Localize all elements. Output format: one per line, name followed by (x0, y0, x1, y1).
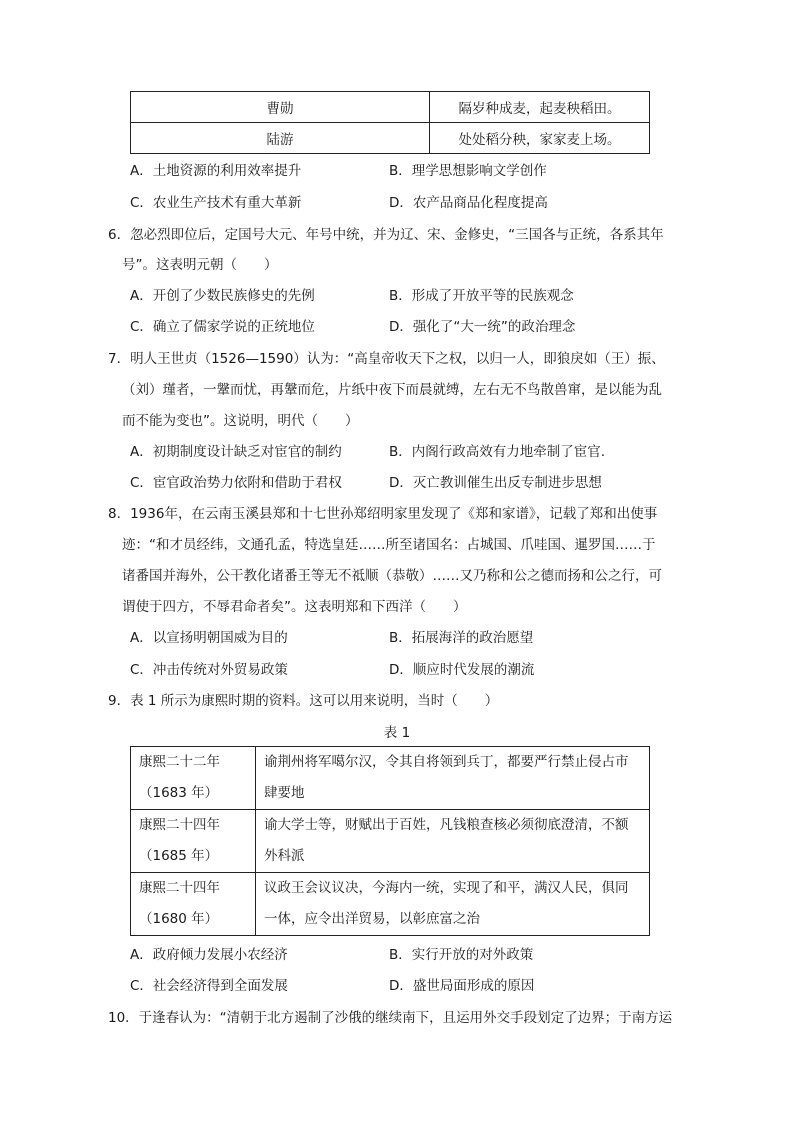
ad-text: （1680 年） (139, 911, 219, 927)
q6-option-b: B．形成了开放平等的民族观念 (389, 288, 574, 304)
table-cell-text (256, 747, 650, 810)
q7-stem-line: 而不能为变也”。这说明，明代（ ） (122, 413, 359, 429)
q8-stem-line: 迹：“和才员经纬，文通孔孟，特选皇廷……所至诸国名：占城国、爪哇国、暹罗国……于 (122, 537, 656, 553)
poem-table (130, 91, 650, 154)
q10-stem-line: 10．于逢春认为：“清朝于北方遏制了沙俄的继续南下，且运用外交手段划定了边界；于南方运 (108, 1010, 673, 1026)
table-row (131, 92, 650, 123)
q5-option-a: A．土地资源的利用效率提升 (130, 163, 302, 179)
q9-option-b: B．实行开放的对外政策 (389, 947, 534, 963)
q9-option-d: D．盛世局面形成的原因 (389, 978, 535, 994)
q6-option-c: C．确立了儒家学说的正统地位 (130, 319, 315, 335)
q7-option-b: B．内阁行政高效有力地牵制了宦官. (389, 444, 606, 460)
q8-stem-line: 谓使于四方，不辱君命者矣”。这表明郑和下西洋（ ） (122, 599, 467, 615)
q7-option-c: C．宦官政治势力依附和借助于君权 (130, 475, 342, 491)
table-cell: 曹勋 (131, 92, 430, 123)
table-caption: 表 1 (383, 725, 411, 741)
q8-option-a: A．以宣扬明朝国威为目的 (130, 630, 288, 646)
table-cell-year (131, 873, 256, 936)
q9-option-c: C．社会经济得到全面发展 (130, 978, 288, 994)
table-row (131, 747, 650, 810)
cell-line: 谕大学士等，财赋出于百姓，凡钱粮查核必须彻底澄清，不额 (264, 817, 629, 833)
table-row (131, 873, 650, 936)
q8-stem-line: 诸番国并海外，公干教化诸番王等无不祗顺（恭敬）……又乃称和公之德而扬和公之行，可 (122, 568, 662, 584)
q6-option-a: A．开创了少数民族修史的先例 (130, 288, 315, 304)
table-cell-text (256, 873, 650, 936)
q6-stem-line: 6．忽必烈即位后，定国号大元、年号中统，并为辽、宋、金修史，“三国各与正统，各系其年 (108, 227, 664, 243)
cell-line: 肆要地 (264, 785, 305, 801)
q5-option-d: D．农产品商品化程度提高 (389, 195, 548, 211)
q8-option-b: B．拓展海洋的政治愿望 (389, 630, 534, 646)
q7-stem-line: 7．明人王世贞（1526—1590）认为：“高皇帝收天下之权，以归一人，即狼戾如（王）振、 (108, 351, 665, 367)
q7-option-a: A．初期制度设计缺乏对宦官的制约 (130, 444, 342, 460)
q6-option-d: D．强化了“大一统”的政治理念 (389, 319, 576, 335)
table-cell-year (131, 747, 256, 810)
table-row (131, 123, 650, 154)
table-cell-text (256, 810, 650, 873)
year-text: 康熙二十四年 (139, 817, 220, 833)
q7-stem-line: （刘）瑾者，一鞶而忧，再鞶而危，片纸中夜下而晨就缚，左右无不鸟散兽窜，是以能为乱 (122, 382, 662, 398)
cell-line: 谕荆州将军噶尔汉，令其自将领到兵丁，都要严行禁止侵占市 (264, 754, 629, 770)
q5-option-c: C．农业生产技术有重大革新 (130, 195, 302, 211)
table-cell: 处处稻分秧，家家麦上场。 (430, 123, 650, 154)
year-text: 康熙二十二年 (139, 754, 220, 770)
table-cell: 隔岁种成麦，起麦秧稻田。 (430, 92, 650, 123)
cell-line: 议政王会议议决，今海内一统，实现了和平，满汉人民，俱同 (264, 880, 629, 896)
ad-text: （1685 年） (139, 848, 219, 864)
table-cell-year (131, 810, 256, 873)
q9-stem-line: 9．表 1 所示为康熙时期的资料。这可以用来说明，当时（ ） (108, 693, 499, 709)
q9-option-a: A．政府倾力发展小农经济 (130, 947, 288, 963)
q8-stem-line: 8．1936年，在云南玉溪县郑和十七世孙郑绍明家里发现了《郑和家谱》，记载了郑和出使事 (108, 506, 658, 522)
q7-option-d: D．灭亡教训催生出反专制进步思想 (389, 475, 602, 491)
q5-option-b: B．理学思想影响文学创作 (389, 163, 547, 179)
kangxi-table (130, 746, 650, 936)
q8-option-d: D．顺应时代发展的潮流 (389, 662, 535, 678)
q8-option-c: C．冲击传统对外贸易政策 (130, 662, 288, 678)
table-row (131, 810, 650, 873)
q6-stem-line: 号”。这表明元朝（ ） (122, 257, 278, 273)
cell-line: 一体，应令出洋贸易，以彰庶富之治 (264, 911, 480, 927)
cell-line: 外科派 (264, 848, 305, 864)
year-text: 康熙二十四年 (139, 880, 220, 896)
table-cell: 陆游 (131, 123, 430, 154)
ad-text: （1683 年） (139, 785, 219, 801)
